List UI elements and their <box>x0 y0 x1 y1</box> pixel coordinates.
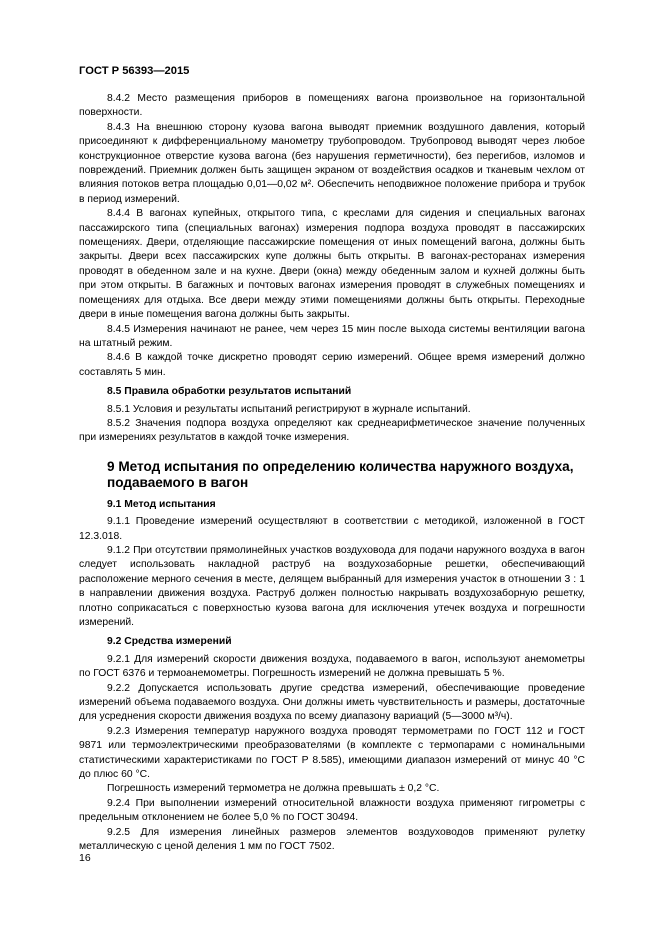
paragraph: 9.1.2 При отсутствии прямолинейных участков воздуховода для подачи наружного воздуха в вагон следует использовать накладной раструб на воздухозаборные решетки, обеспечивающий расположение мерного сечения в месте, делящем выбранный для измерения участок в отношении 3 : 1 в направлении движения воздуха. Раструб должен полностью накрывать воздухозаборную решетку, плотно соприкасаться с поверхностью кузова вагона для исключения утечек воздуха и погрешности измерений. <box>79 544 585 628</box>
paragraph: 9.2.1 Для измерений скорости движения воздуха, подаваемого в вагон, используют анемометры по ГОСТ 6376 и термоанемометры. Погрешность измерений не должна превышать 5 %. <box>79 653 585 680</box>
paragraph: 9.2.2 Допускается использовать другие средства измерений, обеспечивающие проведение измерений объема подаваемого воздуха. Они должны иметь чувствительность и размеры, достаточные для усреднения скорости движения воздуха по всему диапазону вариаций (5—3000 м³/ч). <box>79 682 585 723</box>
paragraph: 8.4.6 В каждой точке дискретно проводят серию измерений. Общее время измерений должно составлять 5 мин. <box>79 352 585 378</box>
paragraph: 8.4.5 Измерения начинают не ранее, чем через 15 мин после выхода системы вентиляции вагона на штатный режим. <box>79 323 585 349</box>
paragraph: 8.4.3 На внешнюю сторону кузова вагона выводят приемник воздушного давления, который присоединяют к дифференциальному манометру трубопроводом. Трубопровод выводят через любое конструкционное отверстие кузова вагона (без нарушения герметичности), без перегибов, изломов и повреждений. Приемник должен быть защищен экраном от воздействия осадков и тканевым чехлом от влияния потоков ветра площадью 0,01—0,02 м². Обеспечить неподвижное положение прибора и трубок в период измерений. <box>79 121 585 205</box>
subsection-heading: 8.5 Правила обработки результатов испытаний <box>107 386 352 398</box>
subsection-heading: 9.2 Средства измерений <box>107 636 232 648</box>
paragraph: 8.4.4 В вагонах купейных, открытого типа, с креслами для сидения и специальных вагонах пассажирского типа (специальных вагонах) измерения подпора воздуха проводят в пассажирских помещениях. Двери, отделяющие пассажирские помещения от иных помещений вагона, должны быть закрыты. Двери всех пассажирских купе должны быть открыты. В вагонах-ресторанах измерения проводят в обеденном зале и на кухне. Двери (окна) между обеденным залом и кухней должны быть при этом открыты. В багажных и почтовых вагонах измерения проводят в служебных помещениях и помещениях для отдыха. Все двери между этими помещениями должны быть открыты. Переходные двери в иные помещения вагона должны быть закрыты. <box>79 208 585 321</box>
section-heading: 9 Метод испытания по определению количества наружного воздуха, подаваемого в вагон <box>107 458 574 490</box>
paragraph: Погрешность измерений термометра не должна превышать ± 0,2 °С. <box>107 783 440 795</box>
page-number: 16 <box>79 852 91 864</box>
paragraph: 9.1.1 Проведение измерений осуществляют в соответствии с методикой, изложенной в ГОСТ 12.3.018. <box>79 516 585 542</box>
paragraph: 9.2.4 При выполнении измерений относительной влажности воздуха применяют гигрометры с предельным отклонением не более 5,0 % по ГОСТ 30494. <box>79 797 585 824</box>
paragraph: 9.2.5 Для измерения линейных размеров элементов воздуховодов применяют рулетку металлическую с ценой деления 1 мм по ГОСТ 7502. <box>79 826 585 853</box>
document-body <box>79 92 585 855</box>
paragraph: 8.5.2 Значения подпора воздуха определяют как среднеарифметическое значение полученных при измерениях результатов в каждой точке измерения. <box>79 417 585 444</box>
paragraph: 8.5.1 Условия и результаты испытаний регистрируют в журнале испытаний. <box>107 403 471 415</box>
document-header: ГОСТ Р 56393—2015 <box>79 65 190 77</box>
paragraph: 8.4.2 Место размещения приборов в помещениях вагона произвольное на горизонтальной поверхности. <box>79 93 585 119</box>
paragraph: 9.2.3 Измерения температур наружного воздуха проводят термометрами по ГОСТ 112 и ГОСТ 9871 или термоэлектрическими преобразователями (в комплекте с термопарами с номинальными статистическими характеристиками по ГОСТ Р 8.585), имеющими диапазон измерений от минус 40 °С до плюс 60 °С. <box>79 725 585 781</box>
subsection-heading: 9.1 Метод испытания <box>107 498 216 510</box>
